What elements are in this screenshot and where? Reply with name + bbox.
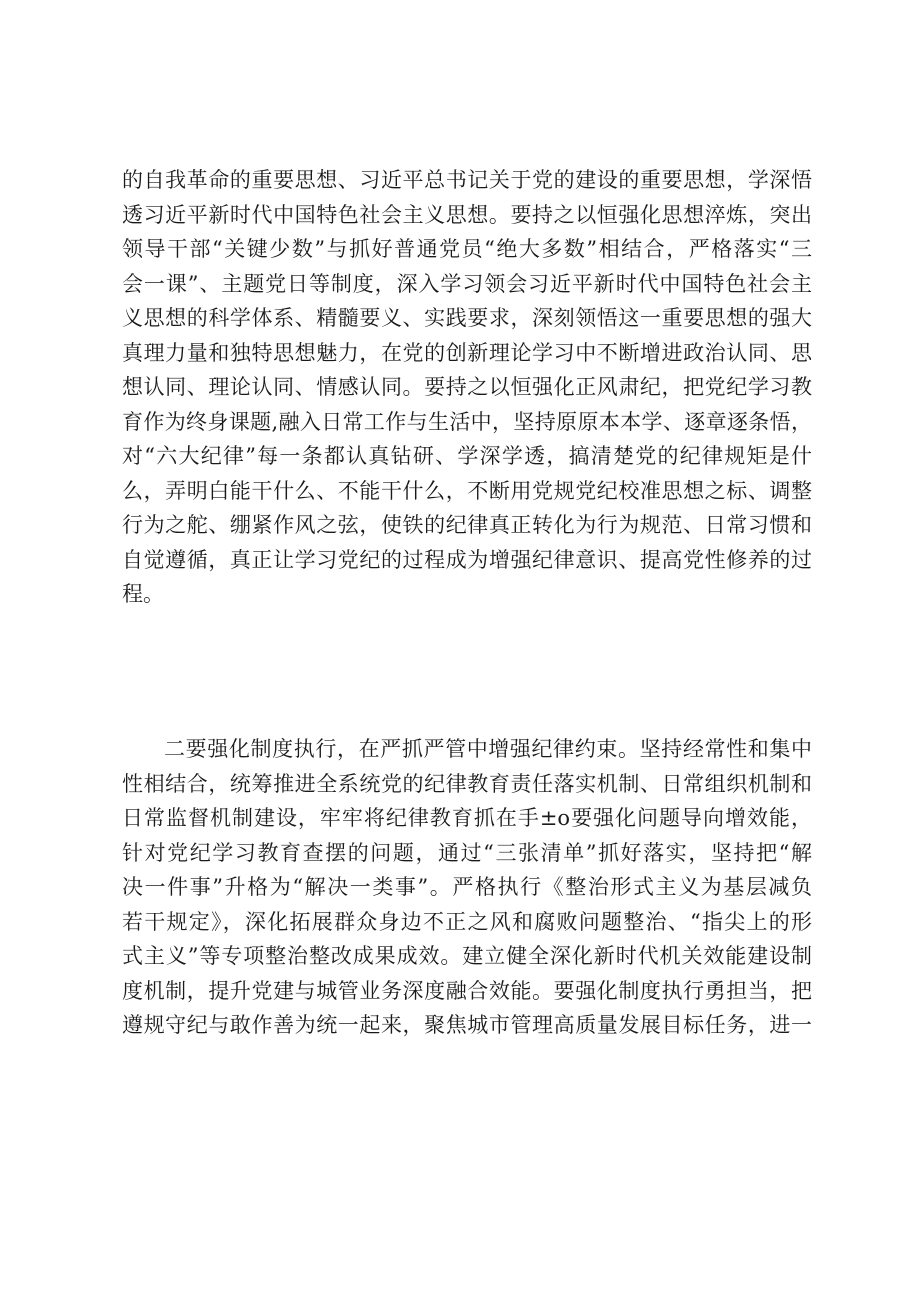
paragraph-1-line: 想认同、理论认同、情感认同。要持之以恒强化正风肃纪，把党纪学习教 [122, 375, 812, 399]
paragraph-1-last-line: 程。 [122, 582, 164, 606]
paragraph-1-line: 对“六大纪律”每一条都认真钻研、学深学透，搞清楚党的纪律规矩是什 [122, 444, 812, 468]
paragraph-1 [122, 163, 812, 612]
paragraph-2-line: 决一件事”升格为“解决一类事”。严格执行《整治形式主义为基层减负 [122, 875, 812, 899]
paragraph-1-line: 真理力量和独特思想魅力，在党的创新理论学习中不断增进政治认同、思 [122, 340, 812, 365]
paragraph-1-line: 义思想的科学体系、精髓要义、实践要求，深刻领悟这一重要思想的强大 [122, 306, 812, 330]
paragraph-1-line: 领导干部“关键少数”与抓好普通党员“绝大多数”相结合，严格落实“三 [122, 237, 812, 261]
paragraph-2-line: 日常监督机制建设，牢牢将纪律教育抓在手±o要强化问题导向增效能， [122, 806, 812, 830]
paragraph-2-first-line: 二要强化制度执行，在严抓严管中增强纪律约束。坚持经常性和集中 [164, 737, 812, 761]
paragraph-2-line: 遵规守纪与敢作善为统一起来，聚焦城市管理高质量发展目标任务，进一 [122, 1013, 812, 1037]
paragraph-1-line: 会一课”、主题党日等制度，深入学习领会习近平新时代中国特色社会主 [122, 271, 812, 296]
paragraph-1-line: 育作为终身课题,融入日常工作与生活中，坚持原原本本学、逐章逐条悟， [122, 409, 812, 434]
paragraph-1-line: 的自我革命的重要思想、习近平总书记关于党的建设的重要思想，学深悟 [122, 168, 812, 192]
paragraph-2-line: 度机制，提升党建与城管业务深度融合效能。要强化制度执行勇担当，把 [122, 978, 812, 1003]
paragraph-2-line: 若干规定》，深化拓展群众身边不正之风和腐败问题整治、“指尖上的形 [122, 909, 812, 934]
paragraph-2-line: 针对党纪学习教育查摆的问题，通过“三张清单”抓好落实，坚持把“解 [122, 840, 812, 865]
paragraph-2-line: 式主义”等专项整治整改成果成效。建立健全深化新时代机关效能建设制 [122, 944, 812, 968]
paragraph-1-line: 透习近平新时代中国特色社会主义思想。要持之以恒强化思想淬炼，突出 [122, 202, 812, 227]
paragraph-1-line: 行为之舵、绷紧作风之弦，使铁的纪律真正转化为行为规范、日常习惯和 [122, 513, 812, 537]
paragraph-2-line: 性相结合，统筹推进全系统党的纪律教育责任落实机制、日常组织机制和 [122, 771, 812, 796]
paragraph-2 [122, 732, 812, 1043]
paragraph-1-line: 么，弄明白能干什么、不能干什么，不断用党规党纪校准思想之标、调整 [122, 478, 812, 503]
paragraph-1-line: 自觉遵循，真正让学习党纪的过程成为增强纪律意识、提高党性修养的过 [122, 547, 812, 572]
